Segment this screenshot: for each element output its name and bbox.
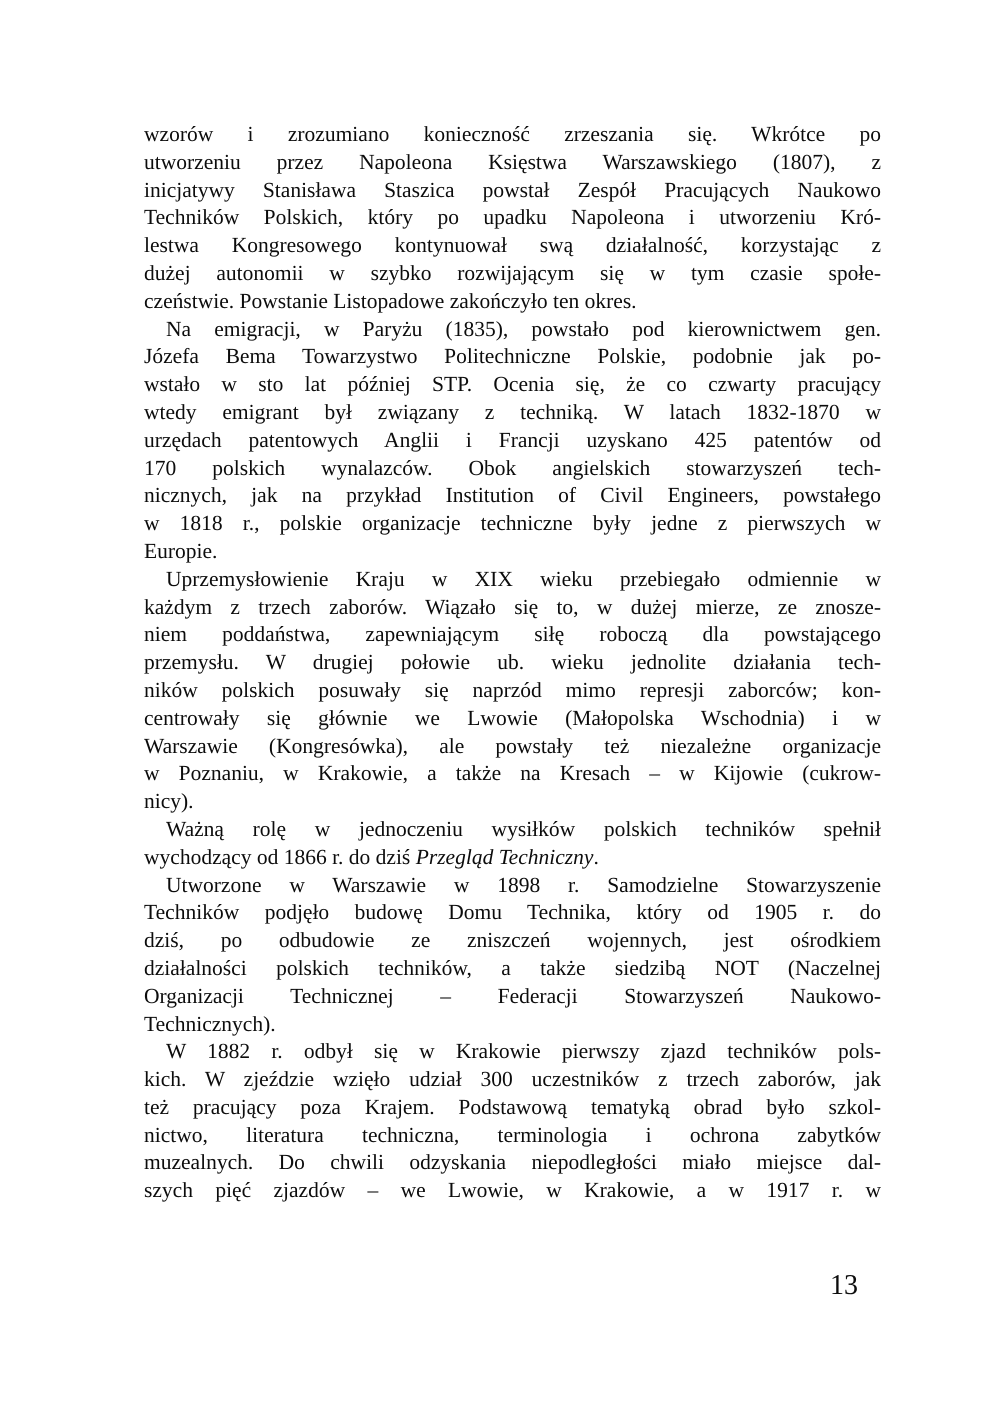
text-run: muzealnych. Do chwili odzyskania niepodległości miało miejsce dal- [144, 1150, 881, 1175]
text-line [144, 705, 881, 733]
text-line [144, 760, 881, 788]
text-line [144, 343, 881, 371]
text-run: kich. W zjeździe wzięło udział 300 uczestników z trzech zaborów, jak [144, 1067, 881, 1092]
text-line [144, 594, 881, 622]
text-run: działalności polskich techników, a także siedzibą NOT (Naczelnej [144, 955, 881, 980]
text-line [144, 288, 881, 316]
text-run: . [593, 844, 599, 869]
text-run: urzędach patentowych Anglii i Francji uzyskano 425 patentów od [144, 427, 881, 452]
text-run: Europie. [144, 538, 218, 563]
text-line [144, 455, 881, 483]
text-line [144, 371, 881, 399]
text-line [144, 1038, 881, 1066]
text-run: niem poddaństwa, zapewniającym siłę roboczą dla powstającego [144, 622, 881, 647]
text-run: lestwa Kongresowego kontynuował swą działalność, korzystając z [144, 233, 881, 258]
text-run: Technicznych). [144, 1011, 276, 1036]
text-line [144, 983, 881, 1011]
text-run: utworzeniu przez Napoleona Księstwa Warszawskiego (1807), z [144, 149, 881, 174]
text-line [144, 399, 881, 427]
text-line [144, 482, 881, 510]
text-line [144, 927, 881, 955]
text-run: Ważną rolę w jednoczeniu wysiłków polskich techników spełnił [166, 816, 881, 841]
text-line [144, 149, 881, 177]
text-run: nicznych, jak na przykład Institution of Civil Engineers, powstałego [144, 483, 881, 508]
text-line [144, 427, 881, 455]
text-line [144, 788, 881, 816]
text-line [144, 872, 881, 900]
text-run: wstało w sto lat później STP. Ocenia się, że co czwarty pracujący [144, 372, 881, 397]
text-line [144, 899, 881, 927]
text-run: wtedy emigrant był związany z techniką. W latach 1832-1870 w [144, 399, 881, 424]
text-run: każdym z trzech zaborów. Wiązało się to, w dużej mierze, ze znosze- [144, 594, 881, 619]
text-run: inicjatywy Stanisława Staszica powstał Zespół Pracujących Naukowo [144, 177, 881, 202]
text-line [144, 844, 881, 872]
text-line [144, 1066, 881, 1094]
text-line [144, 232, 881, 260]
text-run: Organizacji Technicznej – Federacji Stowarzyszeń Naukowo- [144, 983, 881, 1008]
text-line [144, 1149, 881, 1177]
text-run: przemysłu. W drugiej połowie ub. wieku jednolite działania tech- [144, 650, 881, 675]
text-line [144, 1122, 881, 1150]
text-run: Józefa Bema Towarzystwo Politechniczne Polskie, podobnie jak po- [144, 344, 881, 369]
text-run: dużej autonomii w szybko rozwijającym się w tym czasie społe- [144, 260, 881, 285]
text-line [144, 177, 881, 205]
text-run: Uprzemysłowienie Kraju w XIX wieku przebiegało odmiennie w [166, 566, 881, 591]
text-line [144, 621, 881, 649]
text-run: Warszawie (Kongresówka), ale powstały też niezależne organizacje [144, 733, 881, 758]
text-line [144, 510, 881, 538]
text-run: Utworzone w Warszawie w 1898 r. Samodzielne Stowarzyszenie [166, 872, 881, 897]
page-number: 13 [830, 1270, 858, 1301]
text-run: Techników podjęło budowę Domu Technika, który od 1905 r. do [144, 900, 881, 925]
text-line [144, 955, 881, 983]
text-line [144, 566, 881, 594]
text-run: Techników Polskich, który po upadku Napoleona i utworzeniu Kró- [144, 205, 881, 230]
text-run: ników polskich posuwały się naprzód mimo represji zaborców; kon- [144, 677, 881, 702]
text-run: w 1818 r., polskie organizacje techniczne były jedne z pierwszych w [144, 511, 881, 536]
text-line [144, 733, 881, 761]
text-line [144, 677, 881, 705]
text-run: czeństwie. Powstanie Listopadowe zakończyło ten okres. [144, 288, 637, 313]
text-line [144, 1011, 881, 1039]
text-run: szych pięć zjazdów – we Lwowie, w Krakowie, a w 1917 r. w [144, 1178, 881, 1203]
text-run: wychodzący od 1866 r. do dziś [144, 844, 416, 869]
text-line [144, 1177, 881, 1205]
text-line [144, 1094, 881, 1122]
text-line [144, 260, 881, 288]
text-line [144, 538, 881, 566]
text-run: centrowały się głównie we Lwowie (Małopolska Wschodnia) i w [144, 705, 881, 730]
text-run: W 1882 r. odbył się w Krakowie pierwszy zjazd techników pols- [166, 1039, 881, 1064]
text-line [144, 649, 881, 677]
text-run: 170 polskich wynalazców. Obok angielskich stowarzyszeń tech- [144, 455, 881, 480]
text-run: wzorów i zrozumiano konieczność zrzeszania się. Wkrótce po [144, 122, 881, 146]
text-run: nictwo, literatura techniczna, terminologia i ochrona zabytków [144, 1122, 881, 1147]
text-line [144, 816, 881, 844]
text-run: Na emigracji, w Paryżu (1835), powstało pod kierownictwem gen. [166, 316, 881, 341]
italic-text-run: Przegląd Techniczny [415, 844, 594, 869]
text-run: też pracujący poza Krajem. Podstawową tematyką obrad było szkol- [144, 1094, 881, 1119]
text-line [144, 316, 881, 344]
text-run: dziś, po odbudowie ze zniszczeń wojennych, jest ośrodkiem [144, 928, 881, 953]
text-run: nicy). [144, 789, 194, 814]
text-line [144, 204, 881, 232]
text-line [144, 121, 881, 149]
text-block [144, 121, 881, 1205]
text-run: w Poznaniu, w Krakowie, a także na Kresach – w Kijowie (cukrow- [144, 761, 881, 786]
